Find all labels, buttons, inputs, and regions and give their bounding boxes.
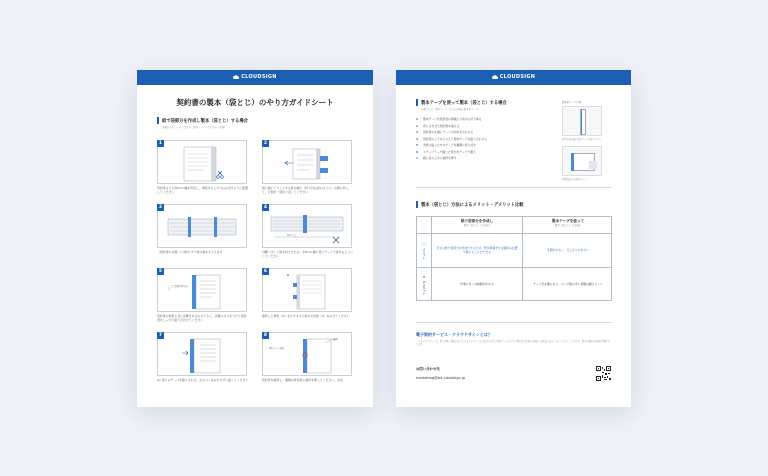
merit-paper-cell: 手元の紙で袋部分を作成できるため、紙を準備すれば割印の位置で綴じることができる	[436, 245, 518, 254]
step-3-illustration	[158, 205, 248, 249]
figure-label: ここに割印を押す部分	[168, 285, 188, 291]
step-caption: 製作した用紙（A）をホチキスで留めた状態（A）をのせてください	[262, 314, 350, 318]
step-7-illustration	[158, 333, 248, 377]
brand-text: CLOUDSIGN	[241, 74, 277, 80]
contact-email[interactable]: marketing@b4.cloudsign.jp	[416, 376, 466, 380]
table-header-tape: 製本テープを使って 製本（袋とじ）する場合	[551, 219, 585, 227]
step-4-figure	[262, 204, 352, 248]
header-bar	[396, 70, 631, 85]
qr-code-icon[interactable]	[596, 366, 611, 381]
divider	[416, 322, 612, 323]
page-title: 契約書の製本（袋とじ）のやり方ガイドシート	[176, 98, 334, 107]
step-number: 6	[263, 269, 268, 274]
section-subtext: 必要なもの：のり・はさみ・製本テープ（ホチキス・定規）	[162, 126, 227, 129]
service-title: 電子契約サービス・クラウドサインとは？	[416, 332, 492, 337]
list-item: 3 契約書の左端にテープの中央を合わせる	[416, 130, 474, 135]
step-1-figure	[157, 140, 247, 184]
table-header-paper: 紙で袋部分を作成し 製本（袋とじ）する場合	[460, 219, 494, 227]
step-caption: 契約書の表紙と共に見開きを合わせてから、表側にのりをつけて契約書をしっかり貼り合わせてください	[157, 314, 247, 322]
cloud-icon	[492, 75, 498, 79]
demerit-row-label: × デメリット	[422, 275, 426, 295]
divider	[416, 187, 612, 188]
section-heading-text: 製本テープを使って製本（袋とじ）する場合	[421, 100, 507, 106]
comparison-table	[416, 216, 612, 301]
section-heading	[416, 99, 507, 106]
step-number: 5	[158, 269, 163, 274]
figure-label: 割印	[333, 338, 338, 341]
step-3	[157, 204, 247, 262]
section-heading	[416, 201, 524, 208]
section-subtext: 必要なもの：製本テープ（または市販の製本用テープ）	[421, 108, 481, 111]
card-label: 製本用テープの例	[562, 101, 582, 104]
step-3-figure	[157, 204, 247, 248]
brand-text: CLOUDSIGN	[499, 74, 536, 80]
step-6	[262, 268, 352, 326]
list-item: 5 表紙に貼った方のテープを裏側に折り返す	[416, 143, 477, 148]
guide-sheet-left-page	[137, 70, 373, 407]
circle-icon: ○	[422, 241, 426, 246]
heading-bar	[416, 201, 418, 208]
cloud-icon	[233, 75, 239, 79]
step-number: 8	[263, 333, 268, 338]
step-number: 2	[263, 141, 268, 146]
step-number: 1	[158, 141, 163, 146]
step-6-illustration	[263, 269, 353, 313]
list-item: 4 契約書の上下をそろえて製本テープを貼り合わせる	[416, 136, 488, 141]
step-8-illustration	[263, 333, 353, 377]
step-caption: 契約書を確認し、裏側の背表紙に割印を押してください。完成	[262, 378, 343, 382]
step-7	[157, 332, 247, 390]
list-item: 2 背に合わせて契約書を揃える	[416, 123, 460, 128]
list-item: 6 ステープラーで綴じた部分をテープで覆う	[416, 149, 476, 154]
step-2-figure	[262, 140, 352, 184]
service-description: 「クラウドサイン」は、紙と印鑑・郵送のやりとりをクラウド上で完結させる電子契約サービスです。契約書の作成から締結・保管までをオンラインで行うことができ、製本や郵送の手間が不要になります。	[416, 340, 611, 347]
step-number: 3	[158, 205, 163, 210]
demerit-tape-cell: テープが必要になり、ページ数の多い書類は綴じにくい	[533, 282, 603, 287]
header-bar	[137, 70, 373, 85]
figure-label: A	[287, 274, 290, 277]
list-item: 7 綴じ目の上から割印を押す	[416, 156, 457, 161]
step-6-figure	[262, 268, 352, 312]
step-caption: 丹精（中）に紙を折りたたみ、約3cm 幅で背にテープで留めるようにしてください	[262, 250, 354, 258]
tape-steps-list	[416, 116, 556, 162]
seal-example-image	[562, 146, 602, 176]
card-caption: 背表紙部分の割印イメージ	[562, 178, 589, 181]
step-5-illustration	[158, 269, 248, 313]
step-5	[157, 268, 247, 326]
step-5-figure	[157, 268, 247, 312]
step-caption: （契約書の左側）に4枚分ずつ背の端をそろえます	[157, 250, 223, 254]
list-item: 1 製本テープを契約書の背幅より長めに切り取る	[416, 117, 482, 122]
figure-label: A4サイズ	[287, 234, 297, 237]
cross-icon: ×	[422, 275, 426, 279]
guide-sheet-right-page	[396, 70, 631, 407]
demerit-paper-cell: 作業に多くの時間がかかる	[460, 282, 494, 287]
brand-logo	[396, 74, 631, 80]
step-2	[262, 140, 352, 198]
step-8-figure	[262, 332, 352, 376]
step-caption: 契約書よりも約5cm 幅を用意し、用紙が少しだけはみ出すように配置してください	[157, 186, 248, 194]
step-1	[157, 140, 247, 198]
contact-title: お問い合わせ先	[416, 367, 440, 371]
step-1-illustration	[158, 141, 248, 185]
merit-row-label: ○ メリット	[422, 241, 426, 260]
section-heading-text: 紙で袋部分を作成し製本（袋とじ）する場合	[162, 118, 248, 124]
heading-bar	[157, 117, 159, 124]
merit-tape-cell: 手間が少なく、仕上がりがきれい	[547, 247, 589, 252]
step-caption: 図に描いてカットする紙の幅で（折り目は図のように）右側に折って、片側を一度折り返してください	[262, 186, 349, 194]
figure-label: 契約ページ表紙	[269, 347, 285, 350]
step-7-figure	[157, 332, 247, 376]
step-8	[262, 332, 352, 390]
step-4	[262, 204, 352, 262]
tape-example-image	[562, 106, 602, 136]
step-caption: Aに残りのテープを貼り合わせ、なるべくはみ出さずに貼ってください	[157, 378, 249, 382]
step-number: 4	[263, 205, 268, 210]
section-heading	[157, 117, 248, 124]
heading-bar	[416, 99, 418, 106]
step-4-illustration	[263, 205, 353, 249]
step-2-illustration	[263, 141, 353, 185]
section-heading-text: 製本（袋とじ）方法によるメリット・デメリット比較	[421, 202, 524, 208]
brand-logo	[137, 74, 373, 80]
step-number: 7	[158, 333, 163, 338]
tape-example-card	[562, 100, 604, 141]
card-caption: 幅3.5cm前後の製本テープが使いやすい	[562, 138, 602, 141]
seal-example-card	[562, 146, 604, 181]
